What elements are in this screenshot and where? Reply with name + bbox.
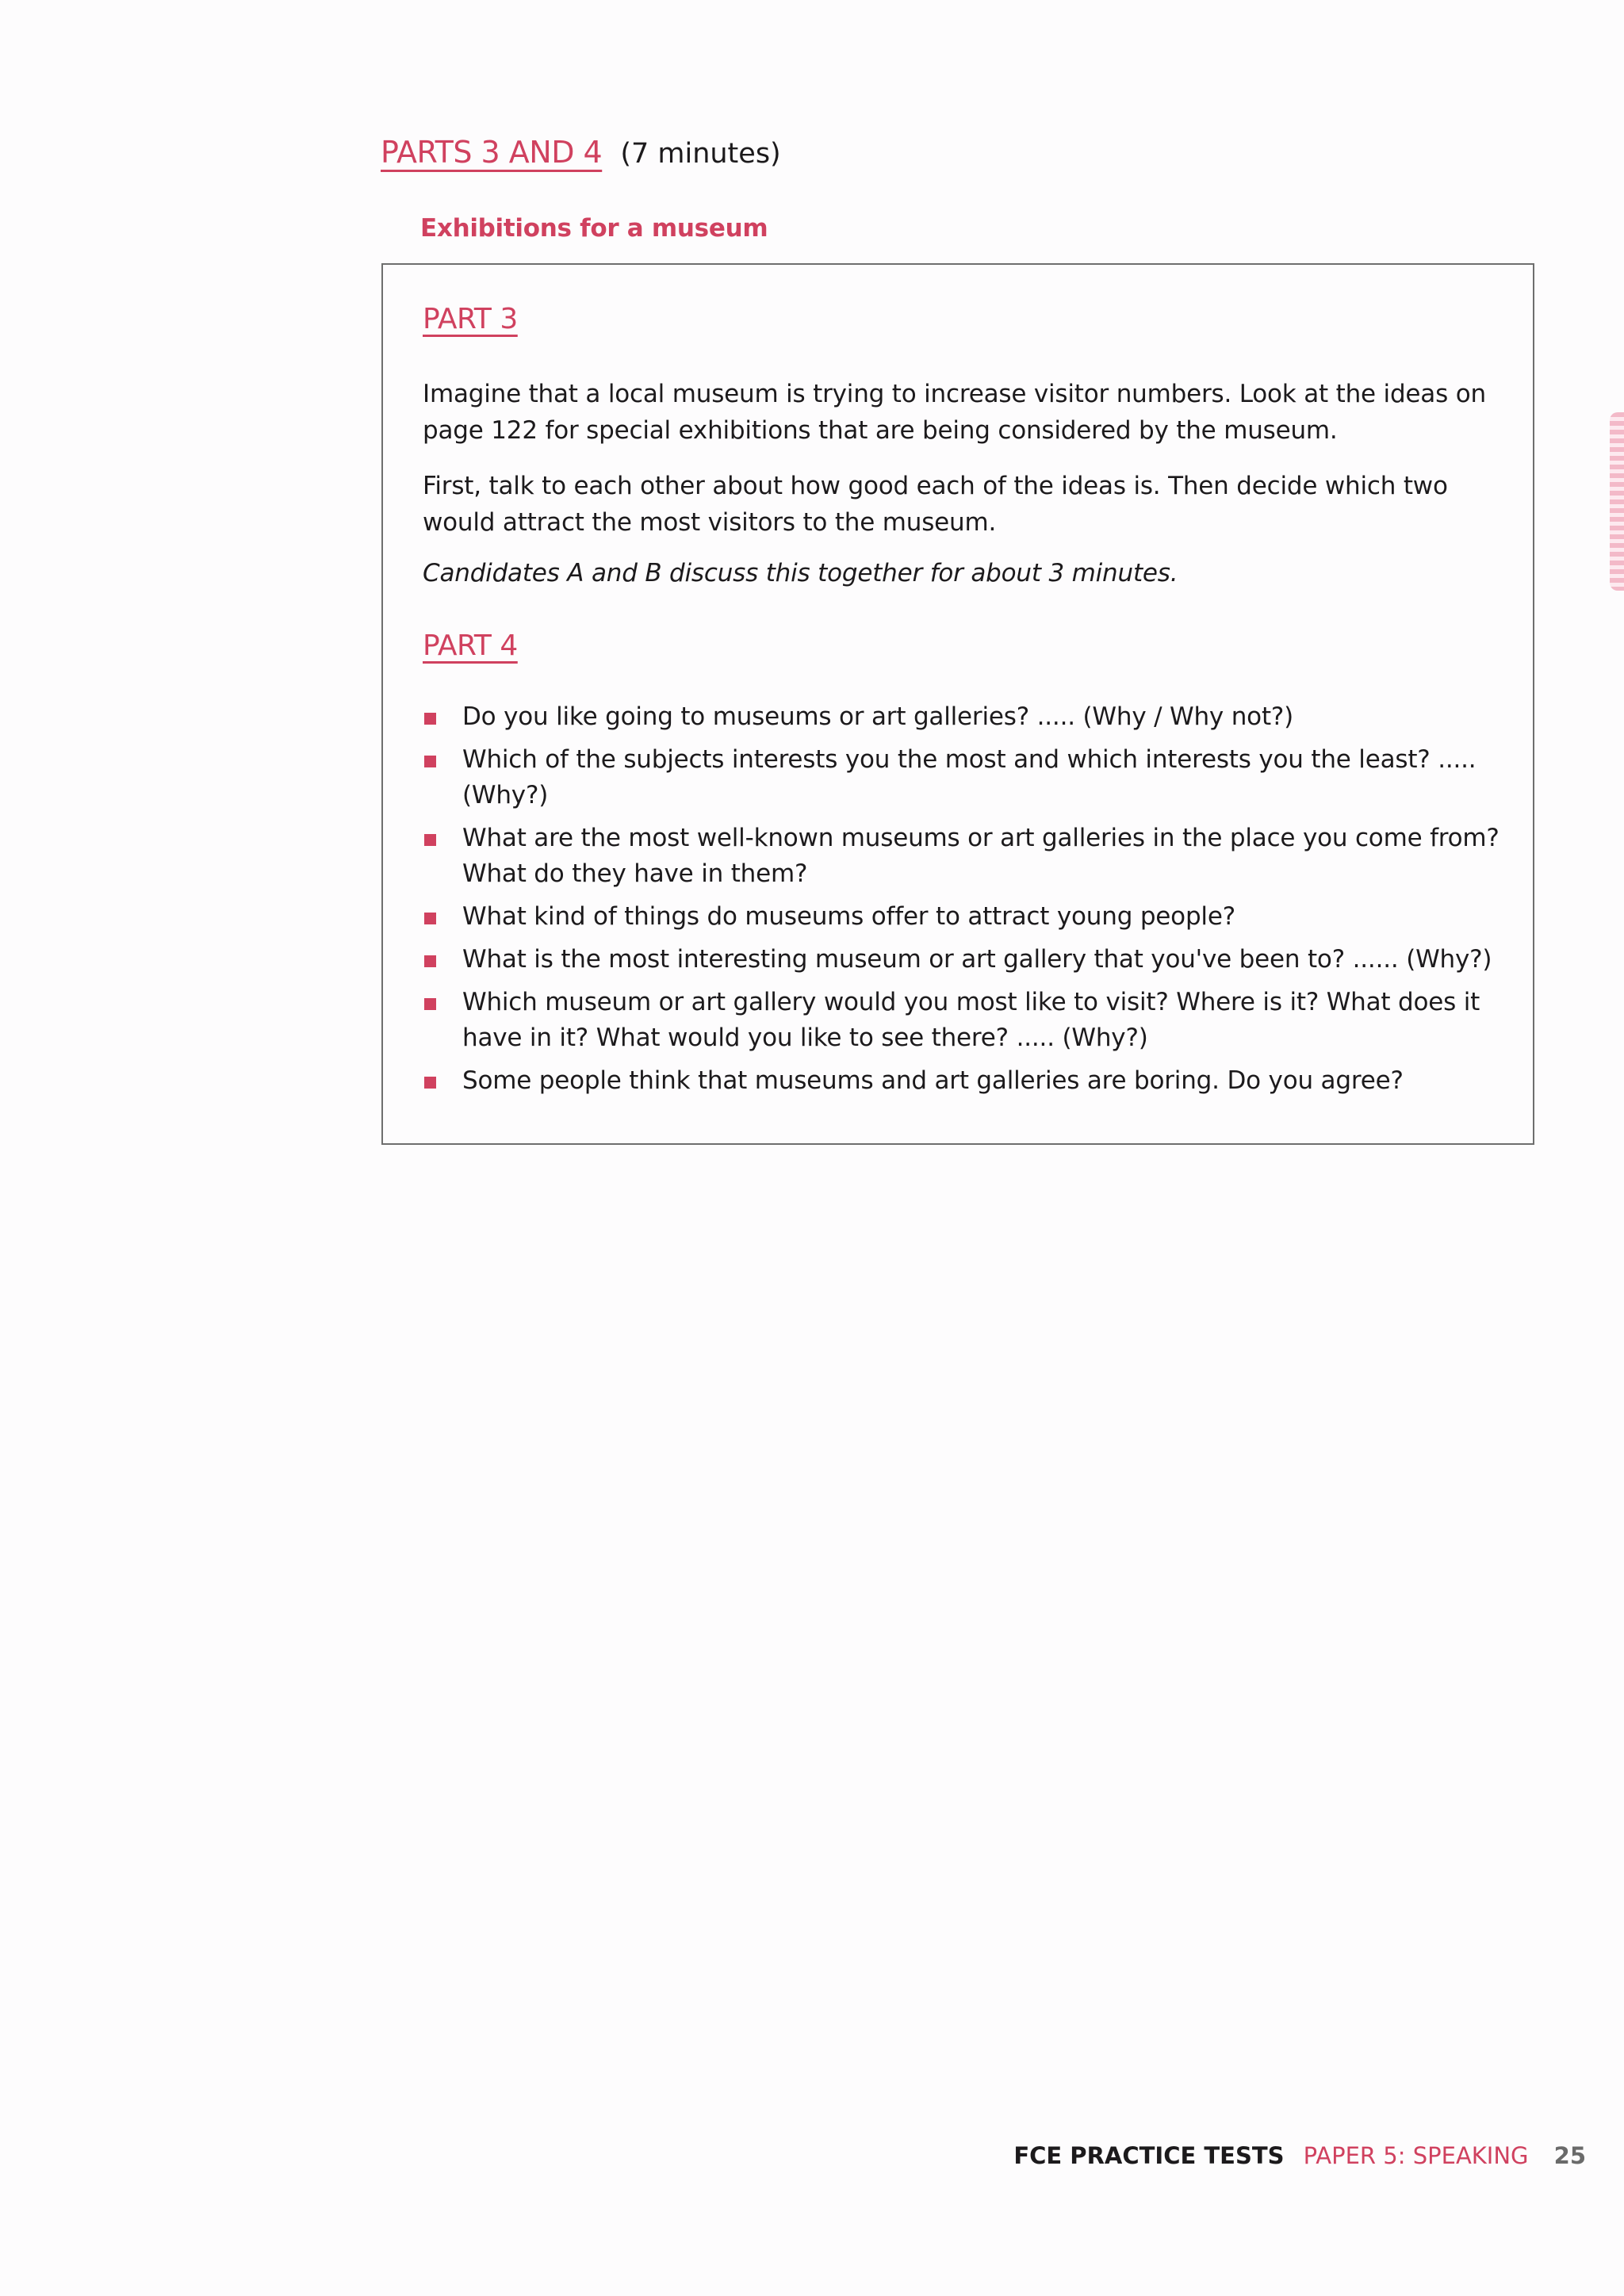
question-item bbox=[423, 942, 1509, 978]
part3-paragraph-1: Imagine that a local museum is trying to increase visitor numbers. Look at the ideas on page 122 for special exhibitions that are being considered by the museum. bbox=[423, 380, 1486, 445]
question-item bbox=[423, 985, 1509, 1056]
square-bullet-icon bbox=[424, 756, 436, 767]
question-text: Which of the subjects interests you the most and which interests you the least? ..... (Why?) bbox=[462, 745, 1477, 809]
task-subtitle: Exhibitions for a museum bbox=[420, 214, 768, 243]
square-bullet-icon bbox=[424, 998, 436, 1010]
question-item bbox=[423, 742, 1509, 813]
duration-label: (7 minutes) bbox=[620, 138, 781, 170]
page-number: 25 bbox=[1553, 2142, 1586, 2169]
main-heading: PARTS 3 AND 4 bbox=[381, 135, 603, 170]
footer-paper-title: PAPER 5: SPEAKING bbox=[1303, 2142, 1529, 2169]
page-edge-tab bbox=[1610, 412, 1624, 591]
part4-heading: PART 4 bbox=[423, 629, 518, 662]
question-text: What is the most interesting museum or art gallery that you've been to? ...... (Why?) bbox=[462, 945, 1492, 974]
question-text: Do you like going to museums or art galleries? ..... (Why / Why not?) bbox=[462, 702, 1294, 731]
square-bullet-icon bbox=[424, 913, 436, 924]
question-text: Which museum or art gallery would you most like to visit? Where is it? What does it have in it? What would you like to see there? ..... (Why?) bbox=[462, 988, 1480, 1052]
page-footer bbox=[1013, 2142, 1586, 2169]
question-list bbox=[423, 699, 1509, 1106]
question-text: Some people think that museums and art galleries are boring. Do you agree? bbox=[462, 1066, 1404, 1095]
part3-instruction: Candidates A and B discuss this together for about 3 minutes. bbox=[423, 559, 1178, 587]
footer-book-title: FCE PRACTICE TESTS bbox=[1013, 2142, 1285, 2169]
part3-paragraph-2: First, talk to each other about how good each of the ideas is. Then decide which two would attract the most visitors to the museum. bbox=[423, 472, 1448, 537]
square-bullet-icon bbox=[424, 1077, 436, 1089]
square-bullet-icon bbox=[424, 834, 436, 846]
question-item bbox=[423, 821, 1509, 892]
question-item bbox=[423, 1063, 1509, 1099]
question-item bbox=[423, 699, 1509, 735]
square-bullet-icon bbox=[424, 713, 436, 725]
part3-heading: PART 3 bbox=[423, 303, 518, 335]
question-text: What kind of things do museums offer to attract young people? bbox=[462, 902, 1235, 931]
square-bullet-icon bbox=[424, 955, 436, 967]
question-item bbox=[423, 899, 1509, 935]
task-box bbox=[381, 263, 1534, 1145]
page-header bbox=[381, 135, 781, 170]
question-text: What are the most well-known museums or art galleries in the place you come from? What do they have in them? bbox=[462, 824, 1500, 888]
